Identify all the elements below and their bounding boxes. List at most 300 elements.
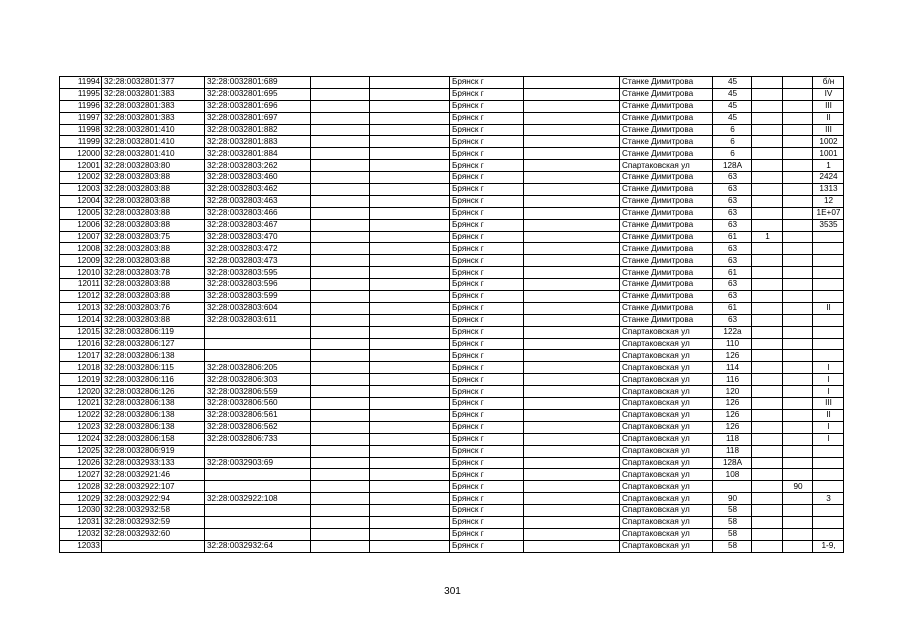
cell-city: Брянск г <box>450 255 524 267</box>
cell-object-cadastral-number: 32:28:0032806:559 <box>205 386 311 398</box>
cell-object-cadastral-number: 32:28:0032801:697 <box>205 112 311 124</box>
cell-record-number: 12015 <box>60 326 102 338</box>
cell-record-number: 12000 <box>60 148 102 160</box>
cell-city: Брянск г <box>450 100 524 112</box>
cell-cadastral-number: 32:28:0032806:138 <box>102 350 205 362</box>
cell-record-number: 12013 <box>60 302 102 314</box>
cell-building-number <box>783 207 813 219</box>
cell-house-number: 128А <box>713 457 752 469</box>
table-row <box>60 469 844 481</box>
cell-street: Станке Димитрова <box>620 279 713 291</box>
cell-house-number: 108 <box>713 469 752 481</box>
cell-record-number: 11999 <box>60 136 102 148</box>
cell-street: Станке Димитрова <box>620 255 713 267</box>
cell-city: Брянск г <box>450 207 524 219</box>
cell-col-7 <box>524 172 620 184</box>
cell-col-7 <box>524 338 620 350</box>
cell-extra-number <box>752 445 783 457</box>
cell-record-number: 12030 <box>60 505 102 517</box>
cell-extra-number <box>752 112 783 124</box>
cell-col-4 <box>311 172 370 184</box>
cell-building-number <box>783 421 813 433</box>
cell-object-cadastral-number <box>205 469 311 481</box>
cell-extra-number <box>752 160 783 172</box>
cell-house-number: 58 <box>713 528 752 540</box>
table-row <box>60 195 844 207</box>
cell-col-4 <box>311 528 370 540</box>
cell-object-cadastral-number <box>205 481 311 493</box>
cell-record-number: 12024 <box>60 433 102 445</box>
cell-col-5 <box>370 386 450 398</box>
cell-city: Брянск г <box>450 362 524 374</box>
table-row <box>60 148 844 160</box>
cell-object-cadastral-number: 32:28:0032801:695 <box>205 88 311 100</box>
table-row <box>60 540 844 552</box>
cell-col-5 <box>370 314 450 326</box>
cell-house-number: 63 <box>713 172 752 184</box>
cell-col-7 <box>524 493 620 505</box>
cell-col-4 <box>311 231 370 243</box>
cell-col-5 <box>370 291 450 303</box>
cell-col-7 <box>524 350 620 362</box>
cell-city: Брянск г <box>450 421 524 433</box>
cell-premises-number: 3535 <box>813 219 844 231</box>
cell-col-4 <box>311 291 370 303</box>
cell-street: Спартаковская ул <box>620 362 713 374</box>
cell-record-number: 12002 <box>60 172 102 184</box>
cell-col-7 <box>524 231 620 243</box>
cell-street: Станке Димитрова <box>620 219 713 231</box>
cell-col-7 <box>524 540 620 552</box>
cell-premises-number: б/н <box>813 77 844 89</box>
cell-premises-number <box>813 445 844 457</box>
cell-house-number: 6 <box>713 136 752 148</box>
cell-street: Спартаковская ул <box>620 445 713 457</box>
cell-premises-number: I <box>813 421 844 433</box>
cell-building-number <box>783 267 813 279</box>
cell-building-number <box>783 528 813 540</box>
cell-premises-number: 1313 <box>813 184 844 196</box>
cell-city: Брянск г <box>450 493 524 505</box>
cell-city: Брянск г <box>450 267 524 279</box>
cell-col-4 <box>311 540 370 552</box>
cell-house-number: 122а <box>713 326 752 338</box>
cell-city: Брянск г <box>450 136 524 148</box>
cell-col-7 <box>524 77 620 89</box>
cell-extra-number <box>752 493 783 505</box>
cell-premises-number: I <box>813 433 844 445</box>
cell-street: Спартаковская ул <box>620 350 713 362</box>
cell-cadastral-number: 32:28:0032932:59 <box>102 516 205 528</box>
cell-street: Спартаковская ул <box>620 409 713 421</box>
cell-object-cadastral-number: 32:28:0032922:108 <box>205 493 311 505</box>
cell-object-cadastral-number: 32:28:0032806:205 <box>205 362 311 374</box>
cell-building-number <box>783 314 813 326</box>
cell-record-number: 12018 <box>60 362 102 374</box>
cell-house-number: 63 <box>713 207 752 219</box>
cell-col-7 <box>524 445 620 457</box>
cell-city: Брянск г <box>450 148 524 160</box>
cell-city: Брянск г <box>450 445 524 457</box>
cell-col-7 <box>524 433 620 445</box>
cell-col-7 <box>524 314 620 326</box>
cell-cadastral-number: 32:28:0032803:76 <box>102 302 205 314</box>
cell-col-4 <box>311 255 370 267</box>
cell-col-5 <box>370 481 450 493</box>
cell-premises-number <box>813 243 844 255</box>
cell-building-number <box>783 326 813 338</box>
cell-city: Брянск г <box>450 516 524 528</box>
cell-extra-number <box>752 100 783 112</box>
page-number: 301 <box>444 586 461 597</box>
cell-object-cadastral-number: 32:28:0032903:69 <box>205 457 311 469</box>
cell-col-5 <box>370 231 450 243</box>
cell-cadastral-number: 32:28:0032803:78 <box>102 267 205 279</box>
table-row <box>60 445 844 457</box>
cell-object-cadastral-number: 32:28:0032806:560 <box>205 398 311 410</box>
cell-street: Спартаковская ул <box>620 386 713 398</box>
cell-col-5 <box>370 374 450 386</box>
cell-house-number: 6 <box>713 148 752 160</box>
table-row <box>60 219 844 231</box>
cell-premises-number: 1001 <box>813 148 844 160</box>
cell-col-4 <box>311 124 370 136</box>
cell-city: Брянск г <box>450 184 524 196</box>
cell-extra-number <box>752 409 783 421</box>
cell-street: Станке Димитрова <box>620 124 713 136</box>
cell-record-number: 12017 <box>60 350 102 362</box>
cell-city: Брянск г <box>450 77 524 89</box>
cell-record-number: 12032 <box>60 528 102 540</box>
table-row <box>60 184 844 196</box>
cell-extra-number: 1 <box>752 231 783 243</box>
cell-col-4 <box>311 148 370 160</box>
cell-city: Брянск г <box>450 314 524 326</box>
cell-object-cadastral-number: 32:28:0032801:696 <box>205 100 311 112</box>
cell-object-cadastral-number: 32:28:0032803:467 <box>205 219 311 231</box>
cell-col-7 <box>524 207 620 219</box>
table-row <box>60 457 844 469</box>
cell-cadastral-number: 32:28:0032801:383 <box>102 88 205 100</box>
cell-building-number <box>783 231 813 243</box>
cell-house-number: 126 <box>713 398 752 410</box>
cell-cadastral-number: 32:28:0032803:88 <box>102 243 205 255</box>
table-row <box>60 231 844 243</box>
cell-col-7 <box>524 112 620 124</box>
cell-col-7 <box>524 362 620 374</box>
cell-street: Станке Димитрова <box>620 148 713 160</box>
cell-col-4 <box>311 445 370 457</box>
cell-city: Брянск г <box>450 409 524 421</box>
cell-street: Станке Димитрова <box>620 302 713 314</box>
cell-premises-number: III <box>813 398 844 410</box>
cell-extra-number <box>752 314 783 326</box>
cell-col-4 <box>311 88 370 100</box>
table-row <box>60 100 844 112</box>
cell-col-7 <box>524 255 620 267</box>
cell-col-7 <box>524 374 620 386</box>
cell-street: Станке Димитрова <box>620 314 713 326</box>
cell-premises-number <box>813 255 844 267</box>
cell-building-number <box>783 362 813 374</box>
cell-col-5 <box>370 362 450 374</box>
table-row <box>60 124 844 136</box>
cell-object-cadastral-number <box>205 516 311 528</box>
cell-house-number: 45 <box>713 112 752 124</box>
cell-building-number <box>783 398 813 410</box>
cell-col-5 <box>370 100 450 112</box>
table-row <box>60 398 844 410</box>
cell-extra-number <box>752 88 783 100</box>
cell-street: Спартаковская ул <box>620 505 713 517</box>
cell-col-4 <box>311 112 370 124</box>
cell-building-number <box>783 445 813 457</box>
cell-cadastral-number: 32:28:0032801:383 <box>102 100 205 112</box>
cell-col-5 <box>370 172 450 184</box>
cell-extra-number <box>752 433 783 445</box>
cell-col-5 <box>370 421 450 433</box>
cell-col-4 <box>311 481 370 493</box>
cell-extra-number <box>752 148 783 160</box>
table-row <box>60 338 844 350</box>
cell-col-7 <box>524 386 620 398</box>
cell-premises-number: I <box>813 386 844 398</box>
cell-col-4 <box>311 350 370 362</box>
table-row <box>60 433 844 445</box>
cell-extra-number <box>752 243 783 255</box>
cell-col-7 <box>524 219 620 231</box>
cell-extra-number <box>752 386 783 398</box>
cell-cadastral-number: 32:28:0032933:133 <box>102 457 205 469</box>
cell-building-number <box>783 516 813 528</box>
table-row <box>60 279 844 291</box>
cell-house-number: 45 <box>713 88 752 100</box>
cell-record-number: 12001 <box>60 160 102 172</box>
cell-street: Станке Димитрова <box>620 184 713 196</box>
cell-extra-number <box>752 540 783 552</box>
cell-extra-number <box>752 255 783 267</box>
cell-street: Спартаковская ул <box>620 433 713 445</box>
cell-building-number <box>783 457 813 469</box>
cell-street: Станке Димитрова <box>620 207 713 219</box>
cell-house-number: 90 <box>713 493 752 505</box>
cell-street: Станке Димитрова <box>620 243 713 255</box>
cell-building-number <box>783 195 813 207</box>
cell-cadastral-number: 32:28:0032803:88 <box>102 255 205 267</box>
cell-cadastral-number: 32:28:0032922:94 <box>102 493 205 505</box>
cell-object-cadastral-number: 32:28:0032803:599 <box>205 291 311 303</box>
cell-house-number: 58 <box>713 540 752 552</box>
cell-extra-number <box>752 77 783 89</box>
cell-cadastral-number: 32:28:0032806:138 <box>102 409 205 421</box>
cell-object-cadastral-number: 32:28:0032803:262 <box>205 160 311 172</box>
table-row <box>60 255 844 267</box>
cell-col-5 <box>370 528 450 540</box>
cell-city: Брянск г <box>450 88 524 100</box>
cell-object-cadastral-number: 32:28:0032803:595 <box>205 267 311 279</box>
table-row <box>60 302 844 314</box>
cell-building-number <box>783 160 813 172</box>
cell-city: Брянск г <box>450 279 524 291</box>
cell-object-cadastral-number <box>205 445 311 457</box>
cell-premises-number: I <box>813 362 844 374</box>
cell-street: Станке Димитрова <box>620 291 713 303</box>
table-row <box>60 136 844 148</box>
cell-building-number <box>783 124 813 136</box>
cell-cadastral-number: 32:28:0032806:127 <box>102 338 205 350</box>
cell-house-number: 6 <box>713 124 752 136</box>
cell-house-number: 63 <box>713 291 752 303</box>
cell-col-4 <box>311 398 370 410</box>
cell-col-5 <box>370 148 450 160</box>
cell-premises-number: 3 <box>813 493 844 505</box>
cell-record-number: 11997 <box>60 112 102 124</box>
cell-col-7 <box>524 184 620 196</box>
cell-col-5 <box>370 457 450 469</box>
cell-col-7 <box>524 421 620 433</box>
cell-city: Брянск г <box>450 219 524 231</box>
cell-extra-number <box>752 457 783 469</box>
cell-street: Спартаковская ул <box>620 160 713 172</box>
cell-col-5 <box>370 267 450 279</box>
cell-record-number: 12025 <box>60 445 102 457</box>
cell-building-number <box>783 88 813 100</box>
cell-extra-number <box>752 398 783 410</box>
cell-col-5 <box>370 136 450 148</box>
cell-building-number <box>783 77 813 89</box>
cell-building-number <box>783 279 813 291</box>
cell-col-5 <box>370 112 450 124</box>
cell-col-4 <box>311 267 370 279</box>
cell-city: Брянск г <box>450 172 524 184</box>
cell-cadastral-number: 32:28:0032803:88 <box>102 207 205 219</box>
table-row <box>60 481 844 493</box>
cell-col-4 <box>311 493 370 505</box>
cell-street: Спартаковская ул <box>620 469 713 481</box>
cell-object-cadastral-number: 32:28:0032803:473 <box>205 255 311 267</box>
cell-premises-number <box>813 338 844 350</box>
cell-building-number <box>783 374 813 386</box>
cell-col-5 <box>370 302 450 314</box>
cell-house-number: 58 <box>713 516 752 528</box>
cell-col-5 <box>370 326 450 338</box>
cell-col-5 <box>370 195 450 207</box>
table-row <box>60 421 844 433</box>
cell-col-7 <box>524 398 620 410</box>
cell-building-number <box>783 409 813 421</box>
cell-premises-number <box>813 326 844 338</box>
cell-extra-number <box>752 374 783 386</box>
cell-building-number: 90 <box>783 481 813 493</box>
cell-cadastral-number: 32:28:0032806:116 <box>102 374 205 386</box>
cell-premises-number: II <box>813 409 844 421</box>
cell-object-cadastral-number: 32:28:0032801:884 <box>205 148 311 160</box>
cell-street: Станке Димитрова <box>620 88 713 100</box>
cell-street: Станке Димитрова <box>620 267 713 279</box>
cell-object-cadastral-number <box>205 326 311 338</box>
cell-house-number: 126 <box>713 350 752 362</box>
cell-record-number: 12008 <box>60 243 102 255</box>
cell-col-7 <box>524 516 620 528</box>
cell-city: Брянск г <box>450 112 524 124</box>
cell-object-cadastral-number: 32:28:0032806:303 <box>205 374 311 386</box>
cell-city: Брянск г <box>450 195 524 207</box>
table-row <box>60 160 844 172</box>
cell-extra-number <box>752 505 783 517</box>
cell-house-number: 120 <box>713 386 752 398</box>
cell-record-number: 12031 <box>60 516 102 528</box>
cell-record-number: 12021 <box>60 398 102 410</box>
cell-col-4 <box>311 77 370 89</box>
cell-object-cadastral-number <box>205 505 311 517</box>
cell-street: Спартаковская ул <box>620 398 713 410</box>
cell-object-cadastral-number: 32:28:0032803:604 <box>205 302 311 314</box>
cell-extra-number <box>752 326 783 338</box>
cell-cadastral-number: 32:28:0032801:410 <box>102 148 205 160</box>
cell-record-number: 12026 <box>60 457 102 469</box>
cell-house-number: 61 <box>713 231 752 243</box>
cell-col-4 <box>311 207 370 219</box>
cell-col-4 <box>311 219 370 231</box>
cell-premises-number <box>813 314 844 326</box>
cell-house-number: 118 <box>713 433 752 445</box>
cell-premises-number: 1E+07 <box>813 207 844 219</box>
cell-col-5 <box>370 184 450 196</box>
cell-extra-number <box>752 279 783 291</box>
cell-col-7 <box>524 326 620 338</box>
cell-col-5 <box>370 398 450 410</box>
cell-object-cadastral-number: 32:28:0032801:689 <box>205 77 311 89</box>
cell-building-number <box>783 469 813 481</box>
cell-col-7 <box>524 100 620 112</box>
cell-premises-number: IV <box>813 88 844 100</box>
cell-col-4 <box>311 184 370 196</box>
cell-house-number: 128А <box>713 160 752 172</box>
cell-object-cadastral-number: 32:28:0032803:460 <box>205 172 311 184</box>
cell-object-cadastral-number <box>205 350 311 362</box>
cell-city: Брянск г <box>450 124 524 136</box>
cell-col-5 <box>370 505 450 517</box>
cell-record-number: 12027 <box>60 469 102 481</box>
cell-record-number: 12011 <box>60 279 102 291</box>
cell-city: Брянск г <box>450 350 524 362</box>
cell-extra-number <box>752 481 783 493</box>
cell-col-7 <box>524 267 620 279</box>
cell-cadastral-number: 32:28:0032806:158 <box>102 433 205 445</box>
cell-col-5 <box>370 88 450 100</box>
table-row <box>60 528 844 540</box>
cell-cadastral-number: 32:28:0032806:138 <box>102 421 205 433</box>
cell-building-number <box>783 302 813 314</box>
cell-city: Брянск г <box>450 386 524 398</box>
table-row <box>60 172 844 184</box>
cell-cadastral-number: 32:28:0032801:377 <box>102 77 205 89</box>
cell-object-cadastral-number: 32:28:0032803:466 <box>205 207 311 219</box>
cell-premises-number <box>813 481 844 493</box>
cell-col-4 <box>311 302 370 314</box>
cell-col-4 <box>311 386 370 398</box>
cell-street: Спартаковская ул <box>620 516 713 528</box>
cell-building-number <box>783 112 813 124</box>
cell-cadastral-number: 32:28:0032932:60 <box>102 528 205 540</box>
cell-record-number: 12010 <box>60 267 102 279</box>
cell-cadastral-number: 32:28:0032803:88 <box>102 314 205 326</box>
cell-col-7 <box>524 291 620 303</box>
cell-city: Брянск г <box>450 231 524 243</box>
cell-col-7 <box>524 457 620 469</box>
cell-cadastral-number: 32:28:0032801:410 <box>102 124 205 136</box>
cell-premises-number: III <box>813 124 844 136</box>
